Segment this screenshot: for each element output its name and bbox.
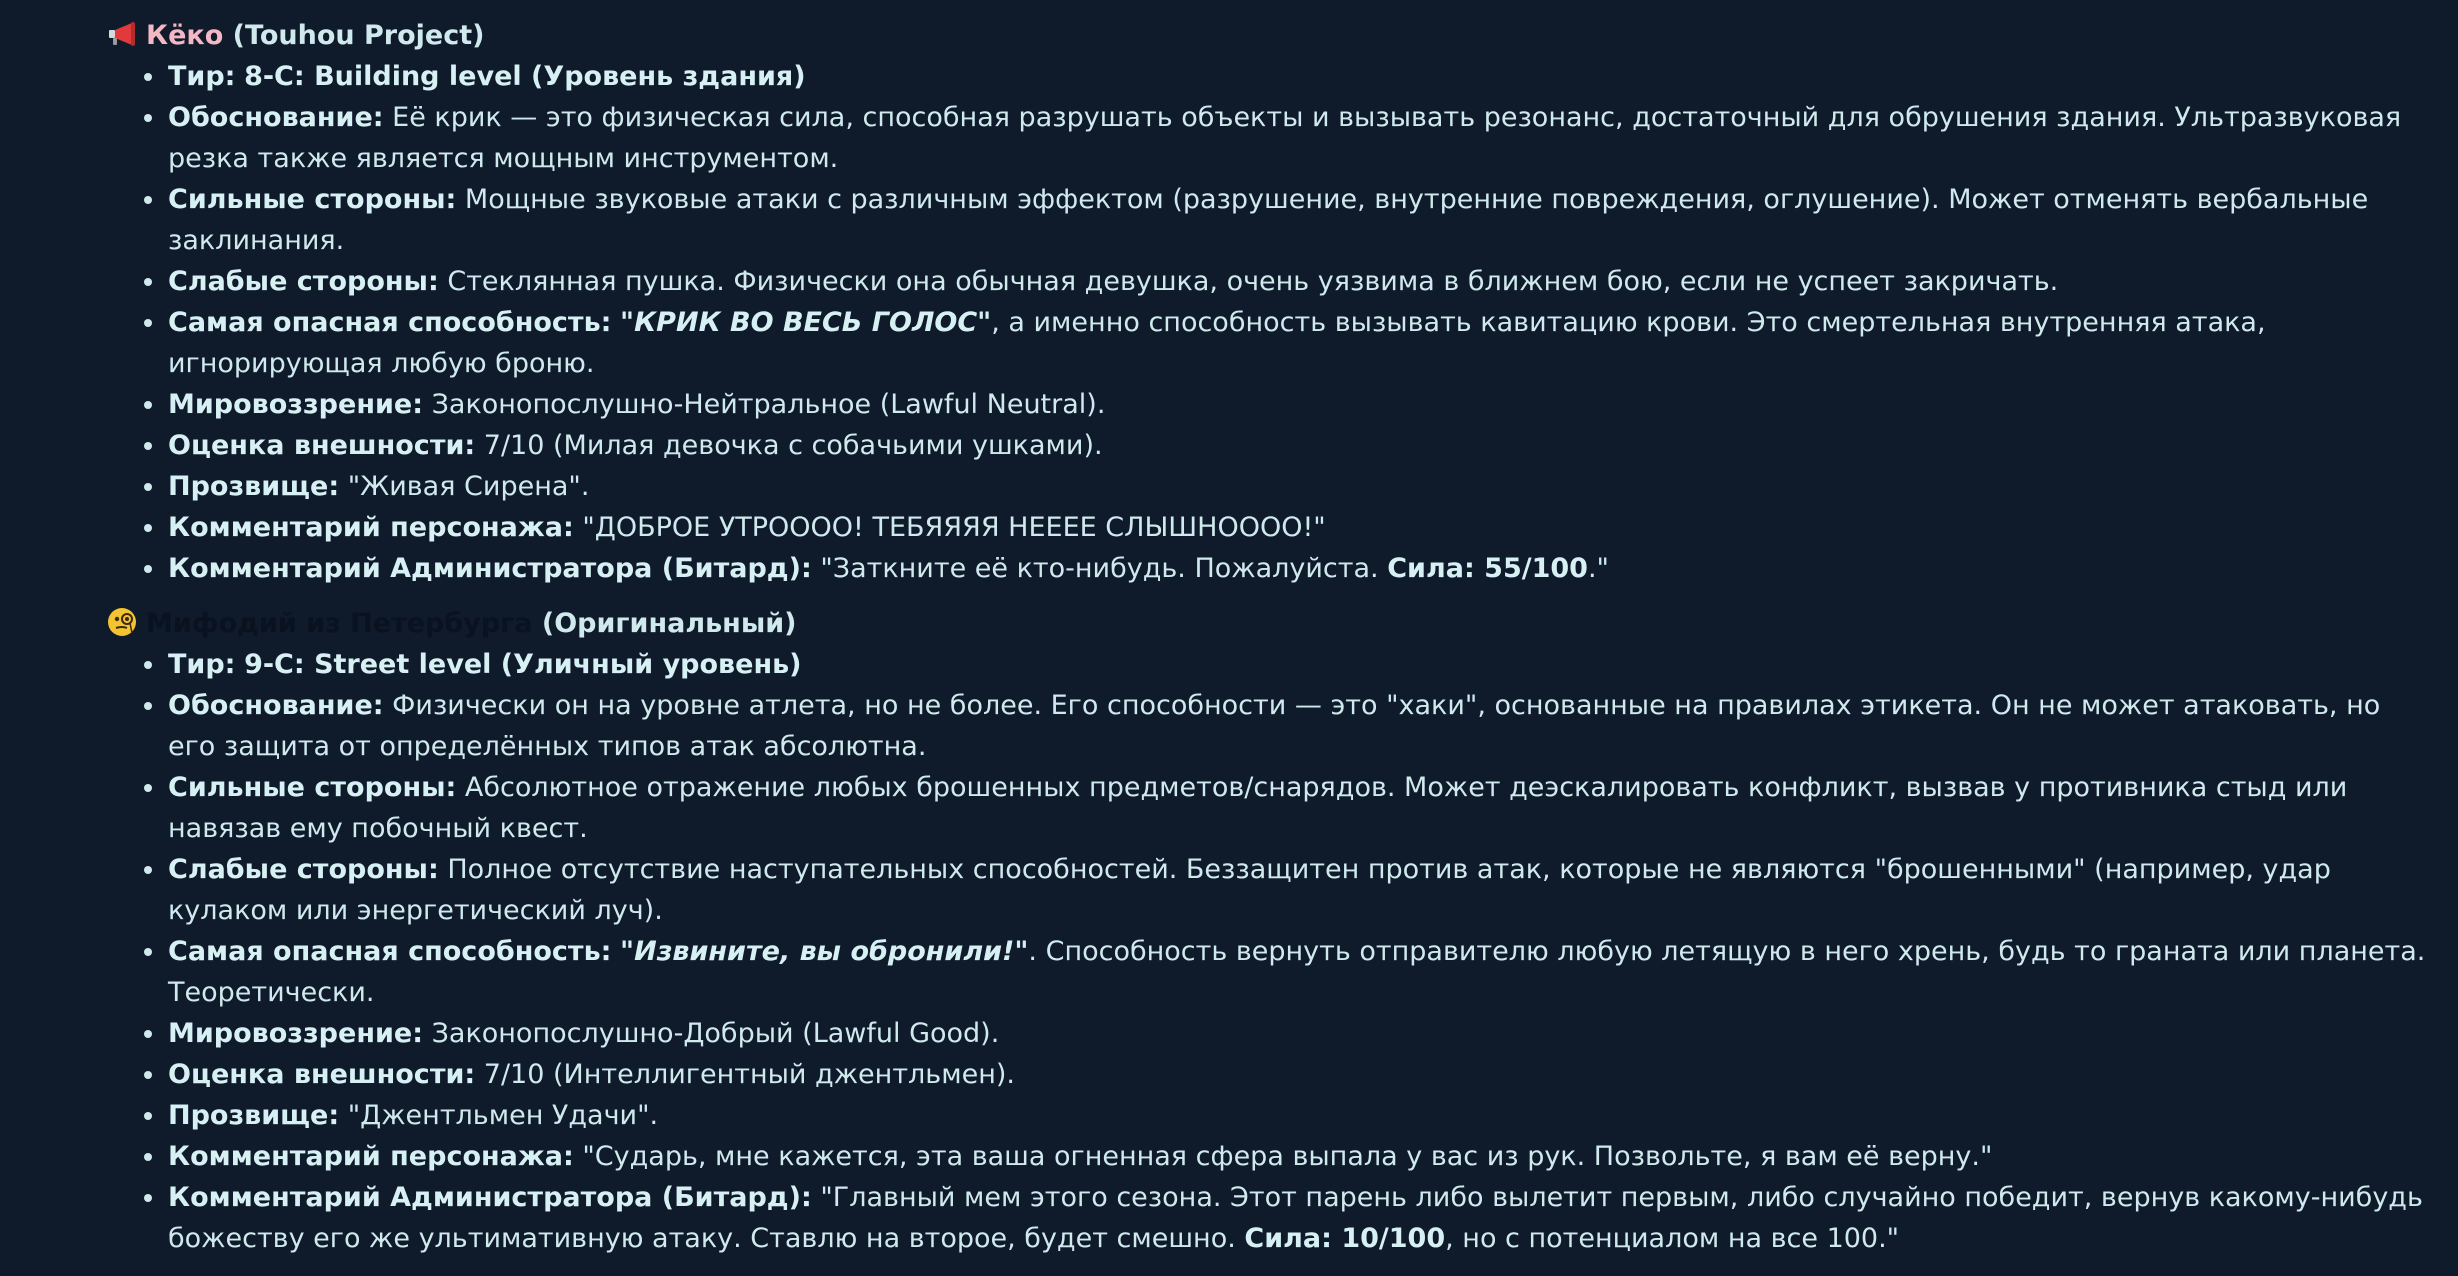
list-item — [168, 1054, 2436, 1095]
danger-highlight: "Извините, вы обронили!" — [620, 936, 1029, 967]
justification-text: Её крик — это физическая сила, способная разрушать объекты и вызывать резонанс, достаточный для обрушения здания. Ультразвуковая резка также является мощным инструментом. — [168, 102, 2402, 174]
admin-comment-label: Комментарий Администратора (Битард): — [168, 553, 812, 584]
justification-label: Обоснование: — [168, 102, 384, 133]
list-item — [168, 261, 2436, 302]
char-comment-label: Комментарий персонажа: — [168, 1141, 574, 1172]
list-item — [168, 1177, 2436, 1259]
admin-comment-end: , но с потенциалом на все 100." — [1445, 1223, 1900, 1254]
list-item — [168, 849, 2436, 931]
list-item — [168, 644, 2436, 685]
strengths-text: Абсолютное отражение любых брошенных предметов/снарядов. Может деэскалировать конфликт, вызвав у противника стыд или навязав ему побочный квест. — [168, 772, 2348, 844]
danger-label: Самая опасная способность: — [168, 936, 612, 967]
appearance-label: Оценка внешности: — [168, 430, 476, 461]
danger-text: . Способность вернуть отправителю любую летящую в него хрень, будь то граната или планета. Теоретически. — [168, 936, 2426, 1008]
character-heading — [106, 16, 2436, 56]
character-heading — [106, 604, 2436, 644]
strengths-label: Сильные стороны: — [168, 184, 457, 215]
character-section-kyoko — [106, 16, 2436, 589]
list-item — [168, 1013, 2436, 1054]
list-item — [168, 97, 2436, 179]
list-item — [168, 56, 2436, 97]
char-comment-text: "Сударь, мне кажется, эта ваша огненная сфера выпала у вас из рук. Позвольте, я вам её верну." — [582, 1141, 1993, 1172]
alignment-text: Законопослушно-Нейтральное (Lawful Neutral). — [431, 389, 1106, 420]
weaknesses-label: Слабые стороны: — [168, 854, 439, 885]
character-section-mifodiy — [106, 604, 2436, 1259]
list-item — [168, 767, 2436, 849]
list-item — [168, 384, 2436, 425]
megaphone-icon — [106, 18, 138, 50]
weaknesses-text: Полное отсутствие наступательных способностей. Беззащитен против атак, которые не являются "брошенными" (например, удар кулаком или энергетический луч). — [168, 854, 2331, 926]
character-origin: (Оригинальный) — [541, 608, 797, 639]
list-item — [168, 1095, 2436, 1136]
danger-highlight: "КРИК ВО ВЕСЬ ГОЛОС" — [620, 307, 992, 338]
character-name: Кёко — [146, 20, 224, 51]
admin-comment-text: "Заткните её кто-нибудь. Пожалуйста. — [820, 553, 1379, 584]
weaknesses-label: Слабые стороны: — [168, 266, 439, 297]
justification-label: Обоснование: — [168, 690, 384, 721]
list-item — [168, 1136, 2436, 1177]
monocle-face-icon — [106, 606, 138, 638]
appearance-label: Оценка внешности: — [168, 1059, 476, 1090]
alignment-label: Мировоззрение: — [168, 1018, 423, 1049]
list-item — [168, 466, 2436, 507]
danger-label: Самая опасная способность: — [168, 307, 612, 338]
nickname-text: "Живая Сирена". — [347, 471, 590, 502]
list-item — [168, 931, 2436, 1013]
nickname-label: Прозвище: — [168, 1100, 340, 1131]
list-item — [168, 685, 2436, 767]
nickname-label: Прозвище: — [168, 471, 340, 502]
character-origin: (Touhou Project) — [232, 20, 485, 51]
admin-comment-end: ." — [1587, 553, 1609, 584]
nickname-text: "Джентльмен Удачи". — [347, 1100, 659, 1131]
tier-value: 9-C: Street level (Уличный уровень) — [244, 649, 802, 680]
appearance-text: 7/10 (Интеллигентный джентльмен). — [483, 1059, 1015, 1090]
character-name: Мифодий из Петербурга — [146, 608, 533, 639]
weaknesses-text: Стеклянная пушка. Физически она обычная девушка, очень уязвима в ближнем бою, если не успеет закричать. — [447, 266, 2059, 297]
list-item — [168, 425, 2436, 466]
appearance-text: 7/10 (Милая девочка с собачьими ушками). — [483, 430, 1103, 461]
admin-comment-text: "Главный мем этого сезона. Этот парень либо вылетит первым, либо случайно победит, вернув какому-нибудь божеству его же ультимативную атаку. Ставлю на второе, будет смешно. — [168, 1182, 2423, 1254]
alignment-label: Мировоззрение: — [168, 389, 423, 420]
list-item — [168, 507, 2436, 548]
danger-text: , а именно способность вызывать кавитацию крови. Это смертельная внутренняя атака, игнорирующая любую броню. — [168, 307, 2266, 379]
alignment-text: Законопослушно-Добрый (Lawful Good). — [431, 1018, 1000, 1049]
justification-text: Физически он на уровне атлета, но не более. Его способности — это "хаки", основанные на правилах этикета. Он не может атаковать, но его защита от определённых типов атак абсолютна. — [168, 690, 2381, 762]
character-properties — [106, 56, 2436, 589]
tier-label: Тир: — [168, 649, 236, 680]
admin-power: Сила: 10/100 — [1244, 1223, 1446, 1254]
list-item — [168, 302, 2436, 384]
character-properties — [106, 644, 2436, 1259]
tier-label: Тир: — [168, 61, 236, 92]
admin-comment-label: Комментарий Администратора (Битард): — [168, 1182, 812, 1213]
char-comment-text: "ДОБРОЕ УТРОООО! ТЕБЯЯЯЯ НЕЕЕЕ СЛЫШНОООО!" — [582, 512, 1326, 543]
list-item — [168, 548, 2436, 589]
admin-power: Сила: 55/100 — [1387, 553, 1588, 584]
tier-value: 8-C: Building level (Уровень здания) — [244, 61, 806, 92]
list-item — [168, 179, 2436, 261]
char-comment-label: Комментарий персонажа: — [168, 512, 574, 543]
strengths-label: Сильные стороны: — [168, 772, 457, 803]
strengths-text: Мощные звуковые атаки с различным эффектом (разрушение, внутренние повреждения, оглушение). Может отменять вербальные заклинания. — [168, 184, 2369, 256]
